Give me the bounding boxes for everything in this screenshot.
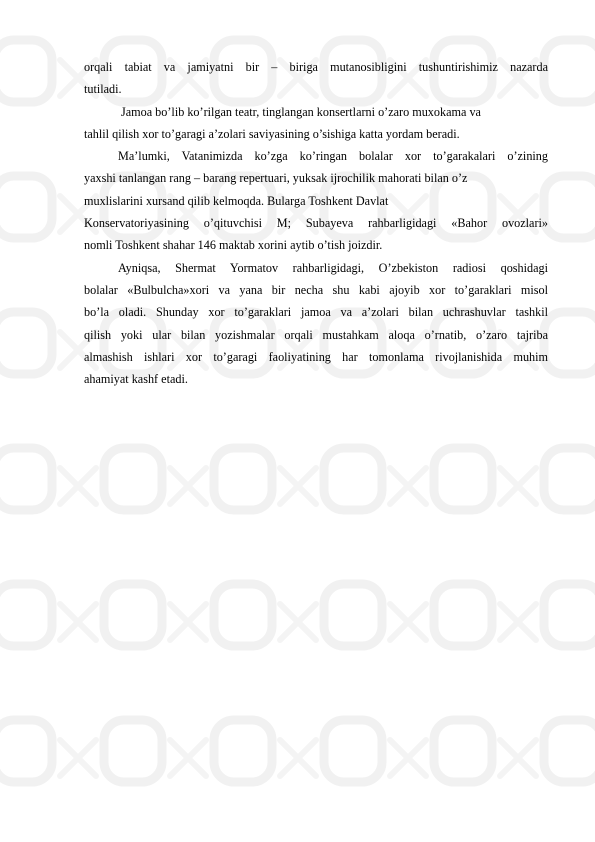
document-body	[84, 56, 548, 390]
text-line: tahlil qilish xor to’garagi a’zolari saviyasining o’sishiga katta yordam beradi.	[84, 126, 460, 141]
text-line: orqali tabiat va jamiyatni bir – biriga mutanosibligini tushuntirishimiz nazarda	[84, 60, 548, 74]
text-line: bo’la oladi. Shunday xor to’garaklari jamoa va a’zolari bilan uchrashuvlar tashkil	[84, 305, 548, 320]
text-line: almashish ishlari xor to’garagi faoliyatining har tomonlama rivojlanishida muhim	[84, 349, 548, 364]
text-line: Ayniqsa, Shermat Yormatov rahbarligidagi, O’zbekiston radiosi qoshidagi	[118, 260, 548, 275]
text-line: tutiladi.	[84, 82, 122, 97]
text-line: muxlislarini xursand qilib kelmoqda. Bularga Toshkent Davlat	[84, 193, 389, 208]
text-line: yaxshi tanlangan rang – barang repertuari, yuksak ijrochilik mahorati bilan o’z	[84, 171, 468, 186]
text-line: qilish yoki ular bilan yozishmalar orqali mustahkam aloqa o’rnatib, o’zaro tajriba	[84, 327, 548, 342]
text-line: Ma’lumki, Vatanimizda ko’zga ko’ringan bolalar xor to’garakalari o’zining	[118, 149, 548, 164]
text-line: Konservatoriyasining o’qituvchisi M; Subayeva rahbarligidagi «Bahor ovozlari»	[84, 216, 548, 231]
text-line: ahamiyat kashf etadi.	[84, 372, 188, 387]
text-line: Jamoa bo’lib ko’rilgan teatr, tinglangan konsertlarni o’zaro muxokama va	[121, 104, 481, 119]
text-line: nomli Toshkent shahar 146 maktab xorini aytib o’tish joizdir.	[84, 238, 383, 253]
text-line: bolalar «Bulbulcha»xori va yana bir necha shu kabi ajoyib xor to’garaklari misol	[84, 282, 548, 297]
